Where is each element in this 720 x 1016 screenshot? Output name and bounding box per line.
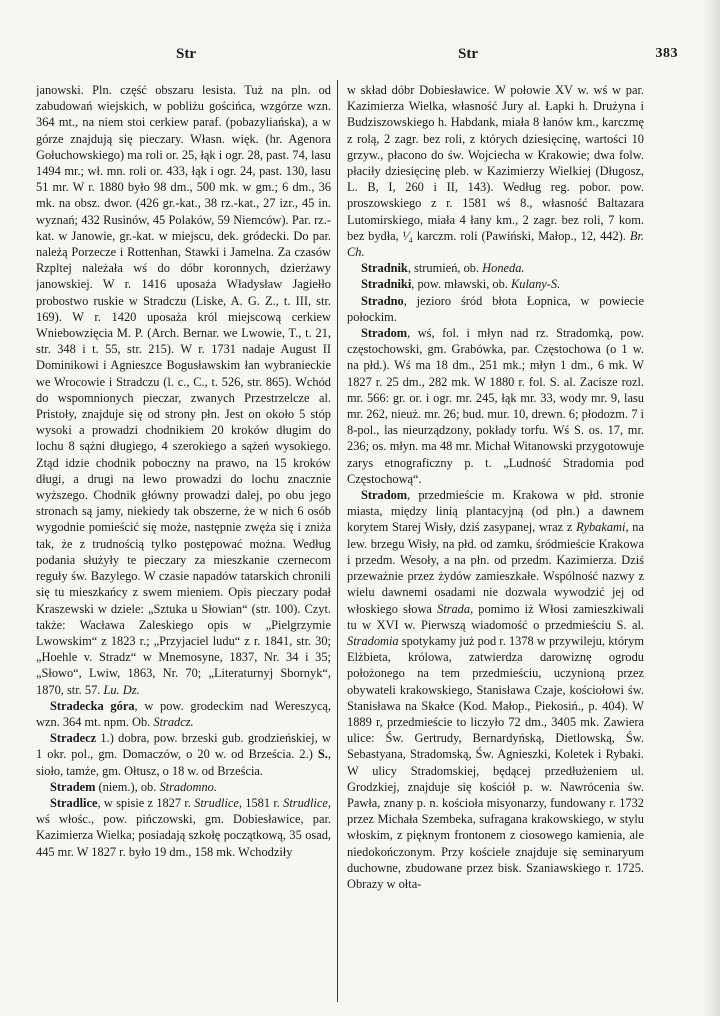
italic-reference: Honeda. [482, 261, 525, 276]
entry-text: janowski. Pln. część obszaru lesista. Tuż na pln. od zabudowań wiejskich, w pobliżu gościńca, wzgórze wzn. 364 mt., na niem stoi cerkiew paraf. (pobazyliańska), a w górze znajdują się pieczary. Własn. więk. (hr. Agenora Gołuchowskiego) ma roli or. 25, łąk i ogr. 28, past. 74, lasu 1494 mr.; wł. mn. roli or. 433, łąk i ogr. 24, past. 130, lasu 51 mr. W r. 1880 było 98 dm., 500 mk. w gm.; 6 dm., 36 mk. na obsz. dwor. (426 gr.-kat., 38 rz.-kat., 27 izr., 45 in. wyznań; 432 Rusinów, 45 Polaków, 59 Niemców). Par. rz.-kat. w Janowie, gr.-kat. w miejscu, dek. gródecki. Do par. należą Porzecze i Rottenhan, Stawki i Jamelna. Za czasów Rzpltej należała wś do dóbr koronnych, dzierżawy janowskiej. W r. 1416 uposaża Władysław Jagiełło probostwo ruskie w Stradczu (Liske, A. G. Z., t. III, str. 169). W r. 1420 uposaża król miejscową cerkiew Wniebowzięcia M. P. (Arch. Bernar. we Lwowie, T., t. 21, str. 348 i t. 55, str. 215). W r. 1731 nadaje August II Dominikowi i Agnieszce Bogusławskim łan wybranieckie we Wrocowie i Stradczu (l. c., C., t. 526, str. 865). Wchód do wspomnionych pieczar, zwanych Przestrzelcze al. Pristoły, znajduje się od strony płn. Jest on około 5 stóp wysoki a prowadzi chodnikiem 20 kroków długim do lochu 8 sążni długiego, 4 szerokiego a sążeń wysokiego. Ztąd idzie chodnik poboczny na prawo, na 15 kroków długi, a drugi na lewo prowadzi do lochu znacznie wyższego. Chodnik główny prowadzi dalej, po obu jego stronach są jamy, niekiedy tak obszerne, że w nich 6 osób wygodnie pomieścić się może, następnie zwęża się i zniża tak, że z trudnością tylko postępować można. Według podania służyły te pieczary za mieszkanie czernecom reguły św. Bazylego. W czasie napadów tatarskich chronili się tu mieszkańcy z swem mieniem. Opis pieczary podał Kraszewski w dziele: „Sztuka u Słowian“ (str. 100). Czyt. także: Wacława Zaleskiego opis w „Pielgrzymie Lwowskim“ z 1823 r.; „Przyjaciel ludu“ z r. 1841, str. 30; „Hoehle v. Stradz“ w Mnemosyne, 1837, Nr. 34 i 35; „Słowo“, Lwiw, 1863, Nr. 70; „Literaturnyj Sbornyk“, 1870, str. 57. [36, 83, 331, 697]
entry-text: , 1581 r. [238, 795, 284, 810]
column-divider [337, 80, 338, 1002]
page-number: 383 [655, 46, 678, 61]
dictionary-entry [36, 795, 331, 860]
italic-reference: Rybakami [576, 520, 626, 535]
dictionary-entry [36, 779, 331, 795]
dictionary-entry [347, 487, 644, 892]
page-edge-shadow [702, 0, 720, 1016]
italic-reference: Stradomno. [159, 779, 217, 794]
dictionary-entry [347, 276, 644, 292]
entry-text: , pow. mławski, ob. [411, 277, 511, 292]
entry-headword: Stradecka góra [50, 698, 135, 713]
right-column [347, 82, 644, 1002]
entry-text: karczm. roli (Pawiński, Małop., 12, 442). [412, 228, 630, 243]
entry-text: , strumień, ob. [407, 261, 483, 276]
entry-text: 1.) dobra, pow. brzeski gub. grodzieńskiej, w 1 okr. pol., gm. Domaczów, o 20 w. od Brześcia. 2.) [36, 731, 331, 762]
author-signature: Lu. Dz. [103, 682, 140, 697]
left-column [36, 82, 331, 1002]
dictionary-entry [347, 293, 644, 325]
entry-continuation [347, 82, 644, 260]
entry-text: , sioło, tamże, gm. Ołtusz, o 18 w. od Brześcia. [36, 747, 331, 778]
entry-headword: Stradnik [361, 261, 408, 276]
italic-reference: Stradcz. [153, 714, 194, 729]
entry-text: , w spisie z 1827 r. [97, 795, 195, 810]
entry-headword: S. [317, 747, 328, 762]
italic-reference: Strudlice [283, 795, 328, 810]
dictionary-entry [347, 325, 644, 487]
entry-text: , przedmieście m. Krakowa w płd. stronie miasta, między linią plantacyjną (od płn.) a dawnem korytem Starej Wisły, dziś zasypanej, wraz z [347, 488, 644, 535]
header-left-keyword: Str [176, 46, 196, 62]
entry-text: , w pow. grodeckim nad Wereszycą, wzn. 364 mt. npm. Ob. [36, 698, 331, 729]
entry-text: w skład dóbr Dobiesławice. W połowie XV w. wś w par. Kazimierza Wielka, własność Jury al. Łapki h. Drużyna i Budziszowskiego h. Habdank, miała 8 łanów km., karczmę z rolą, 2 zagr. bez roli, z których dziesięcinę, wartości 10 grzyw., płacono do św. Wojciecha w Krakowie; dwa folw. płaciły dziesięcinę pleb. w Kazimierzy Wielkiej (Długosz, L. B, I, 260 i II, 143). Według reg. pobor. pow. proszowskiego z r. 1581 wś 8., własność Baltazara Lutomirskiego, miała 4 łany km., 2 zagr. bez roli, 7 kom. bez bydła, [347, 83, 644, 243]
dictionary-entry [36, 730, 331, 779]
entry-text: , na lew. brzegu Wisły, na płd. od zamku, śródmieście Krakowa i przedm. Wesoły, a na płn. od przedm. Kazimierza. Dziś przeważnie przez żydów zamieszkałe. Wspólność nazwy z wielu dawnemi osadami nie dozwala wywodzić jej od włoskiego słowa [347, 520, 644, 616]
entry-headword: Stradom [361, 488, 408, 503]
dictionary-entry [347, 260, 644, 276]
entry-text: , jezioro śród błota Łopnica, w powiecie połockim. [347, 293, 644, 324]
dictionary-entry [36, 698, 331, 730]
running-header [30, 46, 678, 66]
italic-reference: Strudlice [194, 795, 239, 810]
entry-text: spotykamy już pod r. 1378 w przywileju, którym Elżbieta, królowa, zatwierdza darowiznę ogrodu położonego na tem przedmieściu, uczynioną przez obywateli krakowskiego, Stanisława Czaje, kościołowi św. Stanisława na Skałce (Kod. Małop., Piekosiń., p. 404). W 1889 r, przedmieście to liczyło 72 dm., 3405 mk. Zawiera ulice: Św. Gertrudy, Bernardyńską, Dietlowską, Św. Sebastyana, Stradomską, Św. Agnieszki, Koletek i Rybaki. W ulicy Stradomskiej, będącej przedłużeniem ul. Grodzkiej, znajduje się kościół p. w. Nawrócenia św. Pawła, znany p. n. kościoła misyonarzy, fundowany r. 1732 przez Michała Szembeka, sufragana krakowskiego, w stylu włoskim, z pięknym frontonem z ciosowego kamienia, ale niedokończonym. Przy kościele znajduje się seminaryum duchowne, zbudowane przez bisk. Szaniawskiego r. 1725. Obrazy w ołta- [347, 633, 644, 891]
entry-headword: Stradecz [50, 731, 97, 746]
italic-reference: Stradomia [347, 633, 399, 648]
header-center-keyword: Str [458, 46, 478, 62]
entry-headword: Stradlice [50, 795, 98, 810]
entry-headword: Stradniki [361, 277, 412, 292]
entry-headword: Stradem [50, 779, 96, 794]
italic-reference: Strada [437, 601, 471, 616]
entry-text: ¹⁄₄ [402, 228, 413, 243]
entry-text: , wś włośc., pow. pińczowski, gm. Dobiesławice, par. Kazimierza Wielka; posiadają szkołę początkową, 35 osad, 445 mr. W 1827 r. było 19 dm., 158 mk. Wchodziły [36, 795, 331, 859]
entry-text: , pomimo iż Włosi zamieszkiwali tu w XVI w. Pierwszą wiadomość o przedmieściu S. al. [347, 601, 644, 632]
entry-headword: Stradno [361, 293, 404, 308]
entry-text: (niem.), ob. [95, 779, 160, 794]
italic-reference: Kulany-S. [510, 277, 561, 292]
entry-text: , wś, fol. i młyn nad rz. Stradomką, pow. częstochowski, gm. Grabówka, par. Częstochowa (o 1 w. na płd.). Wś ma 18 dm., 251 mk.; młyn 1 dm., 6 mk. W 1827 r. 25 dm., 282 mk. W 1880 r. fol. S. al. Zacisze rozl. mr. 566: gr. or. i ogr. mr. 245, łąk mr. 33, wody mr. 9, lasu mr. 262, nieuż. mr. 26; bud. mur. 10, drewn. 6; płodozm. 7 i 8-pol., las nieurządzony, pokłady torfu. Wś S. os. 17, mr. 236; os. młyn. ma 48 mr. Michał Witanowski przygotowuje zarys etnograficzny p. t. „Ludność Stradomia pod Częstochową“. [347, 326, 644, 486]
entry-headword: Stradom [361, 326, 408, 341]
author-signature: Br. Ch. [347, 228, 644, 260]
entry-continuation [36, 82, 331, 698]
